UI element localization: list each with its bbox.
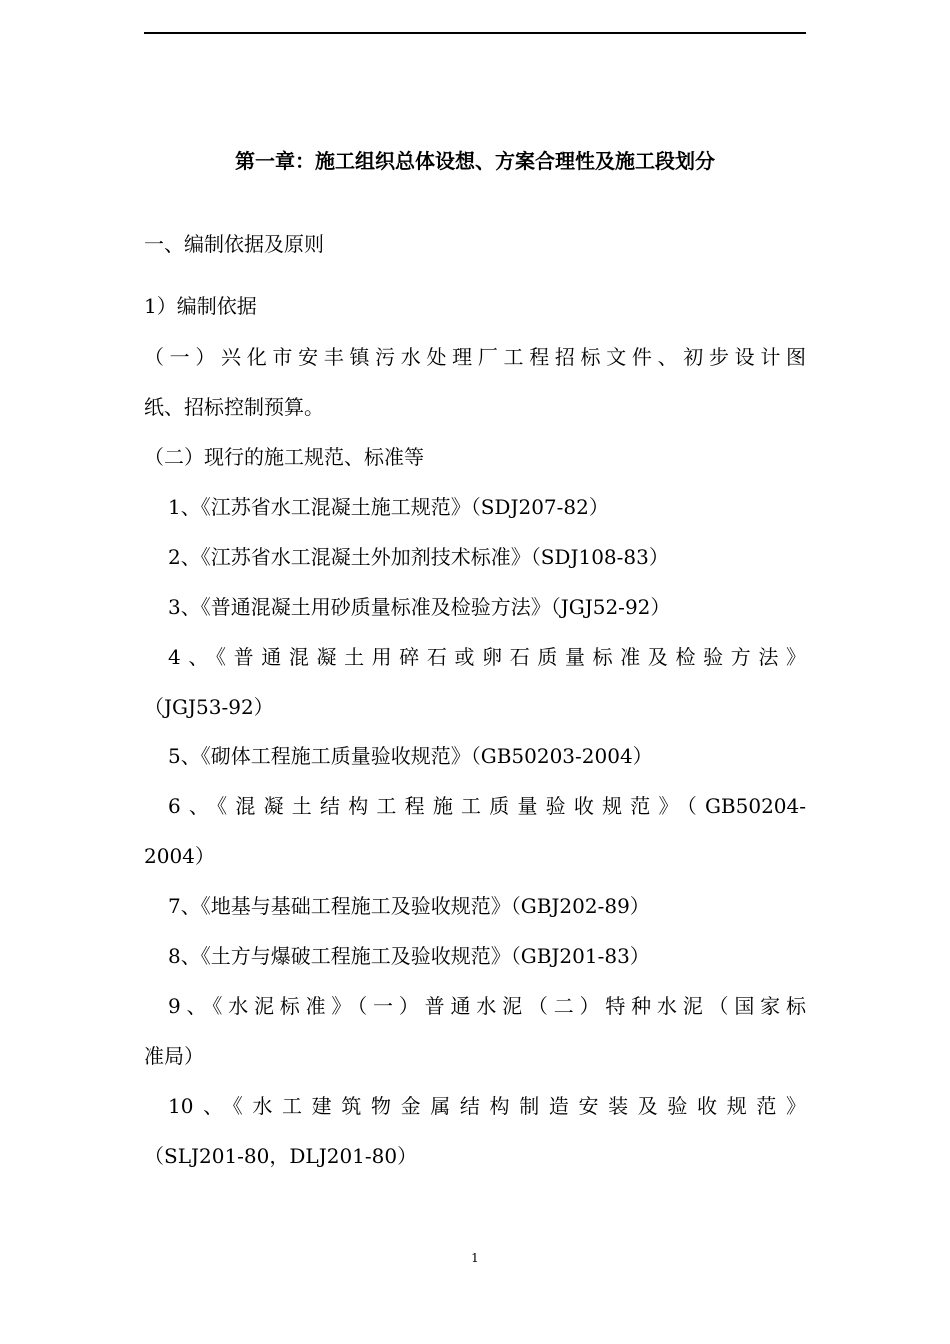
standard-item-4-line-2: （JGJ53-92） [144,695,274,719]
standard-item-4-line-1: 4、《普通混凝土用碎石或卵石质量标准及检验方法》 [168,645,806,669]
standard-item-10-line-2: （SLJ201-80，DLJ201-80） [144,1144,418,1168]
basis-item-1-line-1: （一）兴化市安丰镇污水处理厂工程招标文件、初步设计图 [144,345,806,369]
basis-item-1-line-2: 纸、招标控制预算。 [144,395,324,419]
header-rule [144,32,806,34]
standard-item-7: 7、《地基与基础工程施工及验收规范》（GBJ202-89） [168,894,650,918]
standard-item-1: 1、《江苏省水工混凝土施工规范》（SDJ207-82） [168,495,609,519]
section-heading: 一、编制依据及原则 [144,232,324,256]
page-number: 1 [471,1251,479,1265]
standard-item-2: 2、《江苏省水工混凝土外加剂技术标准》（SDJ108-83） [168,545,669,569]
standard-item-9-line-2: 准局） [144,1044,204,1068]
standard-item-5: 5、《砌体工程施工质量验收规范》（GB50203-2004） [168,744,653,768]
standard-item-9-line-1: 9、《水泥标准》（一）普通水泥（二）特种水泥（国家标 [168,994,806,1018]
standard-item-6-line-1: 6、《混凝土结构工程施工质量验收规范》（GB50204- [168,794,806,818]
standard-item-6-line-2: 2004） [144,844,215,868]
subsection-heading: 1）编制依据 [144,294,257,318]
standard-item-3: 3、《普通混凝土用砂质量标准及检验方法》（JGJ52-92） [168,595,671,619]
standard-item-8: 8、《土方与爆破工程施工及验收规范》（GBJ201-83） [168,944,650,968]
basis-item-2: （二）现行的施工规范、标准等 [144,445,424,469]
standard-item-10-line-1: 10、《水工建筑物金属结构制造安装及验收规范》 [168,1094,806,1118]
chapter-title: 第一章：施工组织总体设想、方案合理性及施工段划分 [235,149,715,173]
